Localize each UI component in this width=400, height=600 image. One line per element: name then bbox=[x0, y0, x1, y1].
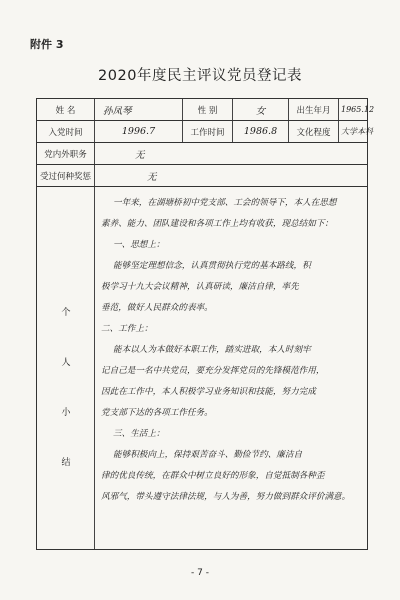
value-birth: 1965.12 bbox=[341, 105, 375, 114]
registration-form bbox=[36, 98, 375, 550]
value-join-date: 1996.7 bbox=[95, 121, 183, 142]
row-dates bbox=[37, 121, 373, 143]
summary-line: 极学习十九大会议精神，认真研读，廉洁自律，率先 bbox=[101, 282, 299, 292]
summary-line: 素养、能力、团队建设和各项工作上均有收获，现总结如下： bbox=[101, 219, 334, 229]
label-education: 文化程度 bbox=[289, 121, 339, 142]
summary-line: 记自己是一名中共党员，要充分发挥党员的先锋模范作用， bbox=[101, 366, 325, 376]
summary-line: 三、生活上： bbox=[113, 429, 165, 439]
label-summary-char: 结 bbox=[61, 458, 71, 468]
value-education: 大学本科 bbox=[341, 127, 373, 136]
label-summary-char: 人 bbox=[61, 358, 71, 368]
summary-line: 一、思想上： bbox=[113, 240, 165, 250]
summary-line: 能够积极向上，保持艰苦奋斗、勤俭节约、廉洁自 bbox=[113, 450, 303, 460]
summary-line: 因此在工作中，本人积极学习业务知识和技能，努力完成 bbox=[101, 387, 316, 397]
row-awards bbox=[37, 165, 367, 187]
value-name: 孙凤琴 bbox=[95, 99, 183, 120]
summary-content bbox=[95, 187, 367, 549]
label-birth: 出生年月 bbox=[289, 99, 339, 120]
label-summary-char: 个 bbox=[61, 308, 71, 318]
attachment-label: 附件 3 bbox=[30, 38, 64, 51]
summary-line: 党支部下达的各项工作任务。 bbox=[101, 408, 213, 418]
label-party-post: 党内外职务 bbox=[37, 143, 95, 164]
summary-line: 能够坚定理想信念，认真贯彻执行党的基本路线，积 bbox=[113, 261, 311, 271]
label-awards: 受过何种奖惩 bbox=[37, 165, 95, 186]
summary-line: 垂范，做好人民群众的表率。 bbox=[101, 303, 213, 313]
value-gender: 女 bbox=[233, 99, 289, 120]
page-title: 2020年度民主评议党员登记表 bbox=[98, 68, 302, 84]
value-party-post: 无 bbox=[135, 149, 145, 161]
label-summary-char: 小 bbox=[61, 408, 71, 418]
label-work-date: 工作时间 bbox=[183, 121, 233, 142]
row-name bbox=[37, 99, 375, 121]
summary-line: 风邪气，带头遵守法律法规，与人为善，努力做到群众评价满意。 bbox=[101, 492, 351, 502]
summary-line: 二、工作上： bbox=[101, 324, 153, 334]
summary-line: 能本以人为本做好本职工作，踏实进取，本人时刻牢 bbox=[113, 345, 311, 355]
value-work-date: 1986.8 bbox=[233, 121, 289, 142]
label-summary bbox=[37, 187, 95, 549]
summary-line: 律的优良传统，在群众中树立良好的形象，自觉抵制各种歪 bbox=[101, 471, 325, 481]
summary-line: 一年来，在湖塘桥初中党支部、工会的领导下，本人在思想 bbox=[113, 198, 337, 208]
label-name: 姓 名 bbox=[37, 99, 95, 120]
page-number: - 7 - bbox=[191, 568, 209, 578]
label-join-date: 入党时间 bbox=[37, 121, 95, 142]
value-awards: 无 bbox=[147, 171, 157, 183]
label-gender: 性 别 bbox=[183, 99, 233, 120]
row-party-post bbox=[37, 143, 367, 165]
